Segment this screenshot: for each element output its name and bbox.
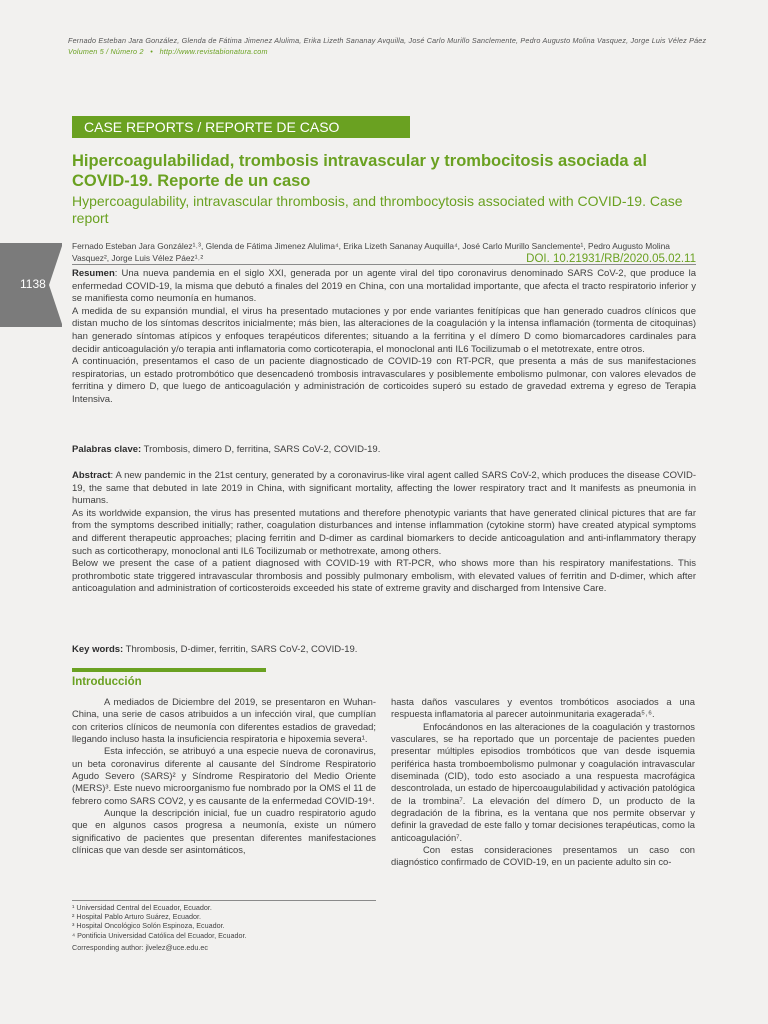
footnote: ³ Hospital Oncológico Solón Espinoza, Ecuador. <box>72 921 225 931</box>
intro-paragraph: hasta daños vasculares y eventos trombóticos asociados a una respuesta inflamatoria al parecer autoinmunitaria exagerada⁵˒⁶. <box>391 696 695 720</box>
title-spanish: Hipercoagulabilidad, trombosis intravascular y trombocitosis asociada al COVID-19. Reporte de un caso <box>72 152 647 190</box>
abstract-label: Abstract <box>72 470 111 481</box>
abstract-p1: Abstract: A new pandemic in the 21st century, generated by a coronavirus-like viral agent called SARS CoV-2, which produces the disease COVID-19, the same that debuted in late 2019 in China, with significant mortality, affecting the lower respiratory tract and It manifests as pneumonia in humans. <box>72 470 696 507</box>
section-accent-bar <box>72 668 266 672</box>
doi-link[interactable]: DOI. 10.21931/RB/2020.05.02.11 <box>526 253 696 265</box>
resumen-p1: Resumen: Una nueva pandemia en el siglo XXI, generada por un agente viral del tipo coronavirus denominado SARS CoV-2, que produce la enfermedad COVID-19, la misma que debutó a finales del 2019 en China, con una mortalidad importante, que afecta el tracto respiratorio inferior y se manifiesta como neumonía en humanos. <box>72 268 696 305</box>
page-number: 1138 <box>20 277 46 291</box>
palabras-clave: Palabras clave: Trombosis, dimero D, ferritina, SARS CoV-2, COVID-19. <box>72 444 381 455</box>
resumen-label: Resumen <box>72 268 115 279</box>
header-volume-line <box>68 46 708 57</box>
intro-paragraph: Esta infección, se atribuyó a una especie nueva de coronavirus, un beta coronavirus diferente al causante del Síndrome Respiratorio Agudo Severo (SARS)² y Síndrome Respiratorio del Medio Oriente (MERS)³. Este nuevo microorganismo fue nombrado por la OMS el 11 de febrero como SARS COV2, y es causante de la enfermedad COVID-19⁴. <box>72 745 376 806</box>
divider <box>72 264 696 265</box>
intro-paragraph: A mediados de Diciembre del 2019, se presentaron en Wuhan-China, una serie de casos atribuidos a un infección viral, que cumplían con criterios clínicos de neumonía con diferentes estadios de gravedad; llegando incluso hasta la insuficiencia respiratoria e hipoxemia severa¹. <box>72 696 376 745</box>
resumen-p3: A continuación, presentamos el caso de un paciente diagnosticado de COVID-19 con RT-PCR, que presenta a más de sus manifestaciones respiratorias, un estado protrombótico que desencadenó trombosis intravasculares y posiblemente embolismo pulmonar, con valores elevados de ferritina y dimero D, que luego de anticoagulación y administración de corticoides superó su estado de gravedad extrema y egreso de Terapia Intensiva. <box>72 356 696 405</box>
author-list: Fernado Esteban Jara González¹˒³, Glenda de Fátima Jimenez Alulima⁴, Erika Lizeth Sananay Auquilla⁴, José Carlo Murillo Sanclemente¹, Pedro Augusto Molina Vasquez², Jorge Luis Vélez Páez¹˒² <box>72 241 670 263</box>
abstract-p2: As its worldwide expansion, the virus has presented mutations and therefore phenotypic variants that have generated clinical pictures that are far from the symptoms described initially; rather, coagulation disturbances and intense inflammation (cytokine storm) have created atypical symptoms and different therapeutic approaches; placing ferritin and D-dimer as cardinal biomarkers to decide anticoagulation and anti-inflammatory therapy such as corticotherapy, monoclonal anti IL6 Tocilizumab or methotrexate, among others. <box>72 507 696 557</box>
footnote: ⁴ Pontificia Universidad Católica del Ecuador, Ecuador. <box>72 930 247 940</box>
palabras-label: Palabras clave: <box>72 444 142 455</box>
running-header <box>68 35 708 57</box>
header-url[interactable]: http://www.revistabionatura.com <box>159 47 268 56</box>
intro-left-column <box>72 696 376 856</box>
resumen-p2: A medida de su expansión mundial, el virus ha presentado mutaciones y por ende variantes fenitípicas que han generado cuadros clínicos que distan mucho de los síntomas descritos inicialmente; más bien, las alteraciones de la coagulación y la intensa inflamación (tormenta de citoquinas) han generado síntomas atípicos y enfoques terapéuticos diferentes; situando a la ferritina y el dímero D como biomarcadores cardinales para decidir anticoagulación y/o terapia anti inflamatoria como corticoterapia, el monoclonal anti IL6 Tocilizumab o el metotrexate, entre otros. <box>72 305 696 355</box>
abstract-section <box>72 470 696 596</box>
key-words: Key words: Thrombosis, D-dimer, ferritin, SARS CoV-2, COVID-19. <box>72 644 358 655</box>
footnote: ¹ Universidad Central del Ecuador, Ecuador. <box>72 903 212 912</box>
corresponding-author[interactable]: Corresponding author: jlvelez@uce.edu.ec <box>72 942 208 952</box>
header-authors: Fernado Esteban Jara González, Glenda de Fátima Jimenez Alulima, Erika Lizeth Sananay Avquilla, José Carlo Murillo Sanclemente, Pedro Augusto Molina Vasquez, Jorge Luis Vélez Páez <box>68 36 707 45</box>
resumen-section <box>72 268 696 407</box>
footnotes <box>72 900 376 952</box>
intro-right-column <box>391 696 695 869</box>
header-volume: Volumen 5 / Número 2 <box>68 47 144 56</box>
footnote: ² Hospital Pablo Arturo Suárez, Ecuador. <box>72 912 202 922</box>
header-bullet: • <box>150 47 153 56</box>
abstract-p3: Below we present the case of a patient diagnosed with COVID-19 with RT-PCR, who shows more than his respiratory manifestations. This prothrombotic state triggered intravascular thrombosis and possibly pulmonary embolism, with elevated values of ferritin and D-dimer, which after anticoagulation and administration of corticosteroids exceeded his state of extreme gravity and discharged from Intensive Care. <box>72 558 696 595</box>
section-banner: CASE REPORTS / REPORTE DE CASO <box>72 116 410 138</box>
intro-paragraph: Aunque la descripción inicial, fue un cuadro respiratorio agudo que en algunos casos progresa a neumonía, existe un número significativo de pacientes que presentan diferentes manifestaciones clínicas que van desde ser asintomáticos, <box>72 807 376 856</box>
keywords-label: Key words: <box>72 644 124 655</box>
title-english: Hypercoagulability, intravascular thrombosis, and thrombocytosis associated with COVID-19. Case report <box>72 193 683 226</box>
intro-paragraph: Con estas consideraciones presentamos un caso con diagnóstico confirmado de COVID-19, en un paciente adulto sin co- <box>391 844 695 868</box>
intro-heading: Introducción <box>72 676 142 688</box>
intro-paragraph: Enfocándonos en las alteraciones de la coagulación y trastornos vasculares, se ha reportado que un porcentaje de pacientes pueden presentar múltiples episodios trombóticos que van desde isquemia periférica hasta tromboembolismo pulmonar y coagulación intravascular diseminada (CID), todo esto asociado a una respuesta macrofágica descontrolada, un estado de hipercoaugulabilidad y activación patológica de la trombina⁷. La elevación del dímero D, un producto de la degradación de la fibrina, es la ventana que nos permite observar y definir la gravedad de este fallo y tomar decisiones terapéuticas, como la anticoagulación⁷. <box>391 720 695 843</box>
